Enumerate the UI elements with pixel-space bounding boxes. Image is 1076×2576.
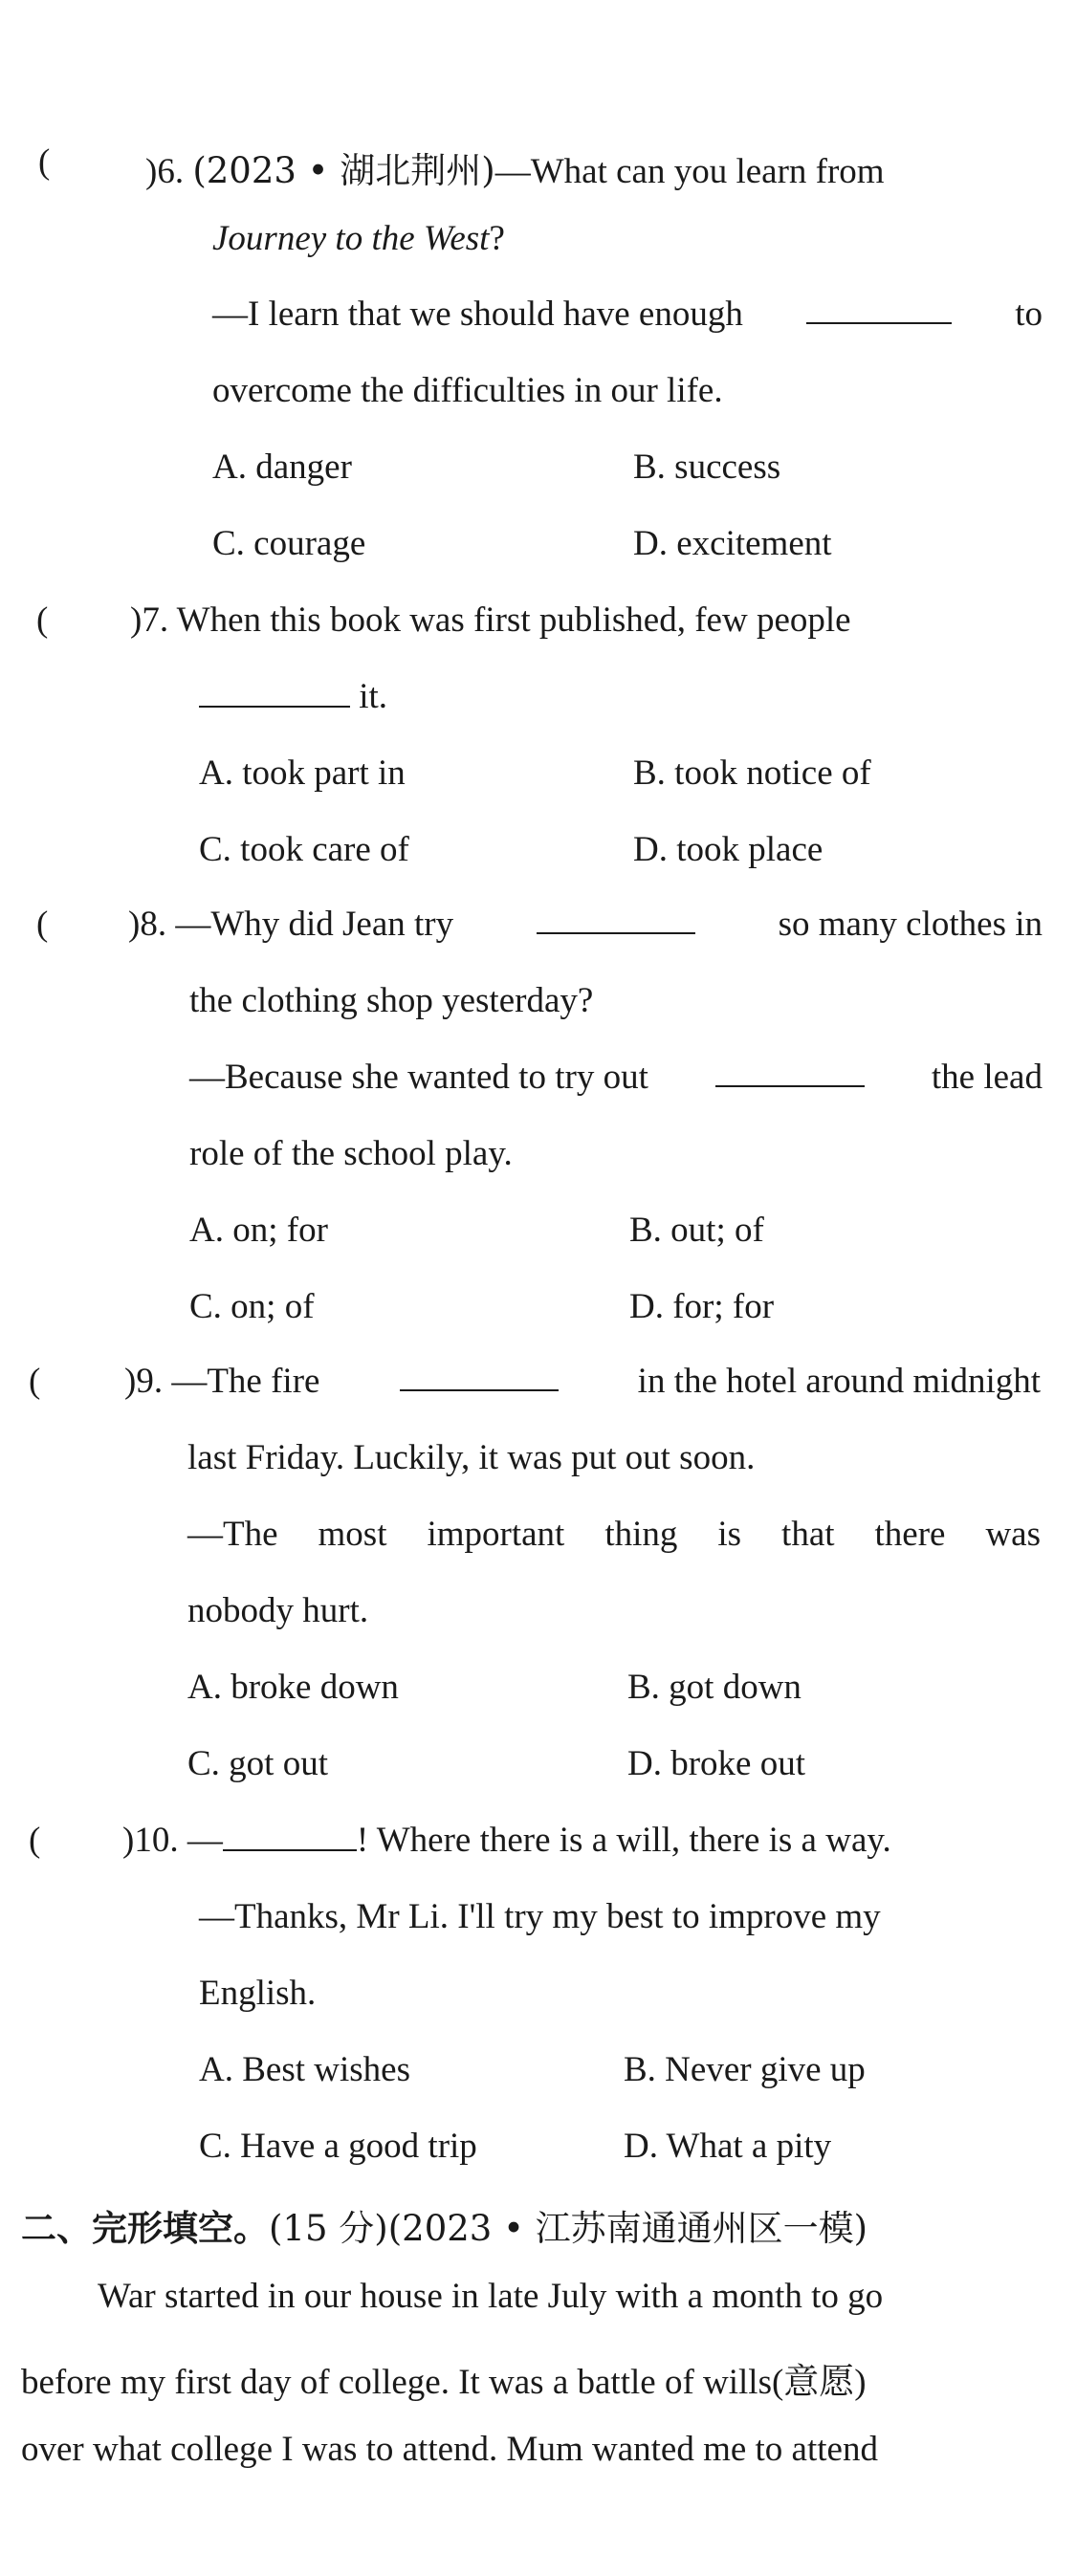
passage-line-2: before my first day of college. It was a battle of wills(意愿) [21, 2363, 867, 2402]
answer-paren[interactable]: ( [29, 1362, 41, 1401]
option-c[interactable]: C. Have a good trip [199, 2127, 477, 2166]
q6-line-2: Journey to the West? [212, 219, 505, 258]
answer-blank[interactable] [199, 677, 350, 708]
option-d[interactable]: D. broke out [627, 1744, 805, 1783]
answer-paren[interactable]: ( [38, 142, 51, 182]
option-c[interactable]: C. got out [187, 1744, 328, 1783]
option-b[interactable]: B. Never give up [624, 2050, 866, 2089]
answer-blank[interactable] [806, 294, 952, 324]
q7-line-1: )7. When this book was first published, few people [130, 600, 851, 640]
q9-line-3: —The most important thing is that there was [187, 1515, 1041, 1554]
q10-line-1: )10. — ! Where there is a will, there is a way. [122, 1821, 891, 1860]
q9-line-1: )9. —The fire in the hotel around midnight [124, 1362, 1041, 1401]
section-title: 二、完形填空。 [21, 2208, 269, 2249]
q10-line-3: English. [199, 1974, 317, 2013]
q6-line-4: overcome the difficulties in our life. [212, 371, 723, 410]
option-d[interactable]: D. for; for [629, 1287, 775, 1326]
passage-line-3: over what college I was to attend. Mum wanted me to attend [21, 2430, 878, 2469]
option-b[interactable]: B. took notice of [633, 753, 871, 793]
answer-blank[interactable] [537, 904, 695, 934]
book-title: Journey to the West [212, 219, 490, 258]
answer-paren[interactable]: ( [29, 1821, 41, 1860]
q10-line-2: —Thanks, Mr Li. I'll try my best to improve my [199, 1897, 881, 1936]
q6-line-1: )6. (2023 • 湖北荆州)—What can you learn from [145, 150, 885, 191]
q8-line-2: the clothing shop yesterday? [189, 981, 594, 1020]
answer-blank[interactable] [400, 1361, 559, 1391]
answer-paren[interactable]: ( [36, 905, 49, 944]
answer-paren[interactable]: ( [36, 600, 49, 640]
q6-line-3: —I learn that we should have enough to [212, 295, 1043, 334]
answer-blank[interactable] [715, 1057, 865, 1087]
q9-line-4: nobody hurt. [187, 1591, 369, 1630]
option-b[interactable]: B. got down [627, 1668, 802, 1707]
option-a[interactable]: A. took part in [199, 753, 406, 793]
option-c[interactable]: C. courage [212, 524, 366, 563]
answer-blank[interactable] [223, 1821, 357, 1851]
option-a[interactable]: A. Best wishes [199, 2050, 410, 2089]
option-a[interactable]: A. on; for [189, 1211, 328, 1250]
q8-line-3: —Because she wanted to try out the lead [189, 1058, 1043, 1097]
q9-line-2: last Friday. Luckily, it was put out soon. [187, 1438, 756, 1477]
option-d[interactable]: D. What a pity [624, 2127, 832, 2166]
q8-line-4: role of the school play. [189, 1134, 513, 1173]
q8-line-1: )8. —Why did Jean try so many clothes in [128, 905, 1043, 944]
option-c[interactable]: C. on; of [189, 1287, 315, 1326]
option-a[interactable]: A. danger [212, 448, 352, 487]
option-d[interactable]: D. excitement [633, 524, 832, 563]
section-heading [21, 2199, 867, 2251]
option-b[interactable]: B. success [633, 448, 781, 487]
option-b[interactable]: B. out; of [629, 1211, 764, 1250]
option-a[interactable]: A. broke down [187, 1668, 399, 1707]
section-meta: (15 分)(2023 • 江苏南通通州区一模) [269, 2208, 868, 2249]
option-d[interactable]: D. took place [633, 830, 823, 869]
option-c[interactable]: C. took care of [199, 830, 409, 869]
q7-line-2: it. [199, 676, 387, 717]
passage-line-1: War started in our house in late July with a month to go [98, 2277, 884, 2316]
